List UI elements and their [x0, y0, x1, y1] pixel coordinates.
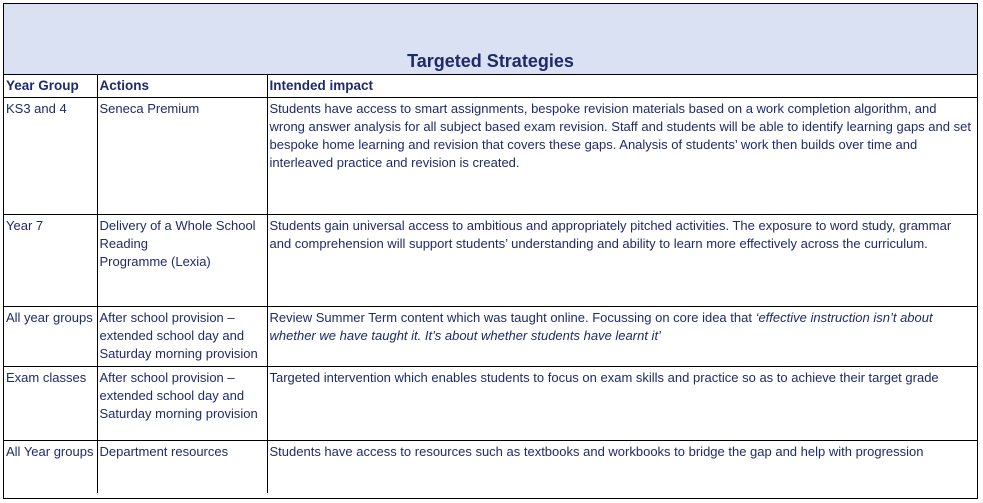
impact-quote: ‘effective instruction isn’t about whether we have taught it. It’s about whether students have learnt it’: [269, 310, 933, 343]
header-intended-impact: Intended impact: [267, 75, 977, 98]
impact-cell: Students have access to smart assignments, bespoke revision materials based on a work completion algorithm, and wrong answer analysis for all subject based exam revision. Staff and students will be able to identify learning gaps and set bespoke home learning and revision that covers these gaps. Analysis of students’ work then builds over time and interleaved practice and revision is created.: [267, 98, 977, 215]
impact-cell: Students have access to resources such as textbooks and workbooks to bridge the gap and help with progression: [267, 441, 977, 494]
year-group-cell: All year groups: [4, 307, 97, 367]
impact-cell: Targeted intervention which enables students to focus on exam skills and practice so as to achieve their target grade: [267, 367, 977, 441]
impact-cell: [267, 307, 977, 367]
action-cell: After school provision – extended school day and Saturday morning provision: [97, 307, 267, 367]
strategies-table: [4, 75, 977, 493]
table-row: [4, 98, 977, 215]
header-year-group: Year Group: [4, 75, 97, 98]
header-actions: Actions: [97, 75, 267, 98]
page-title: Targeted Strategies: [407, 51, 574, 71]
action-cell: Delivery of a Whole School Reading Programme (Lexia): [97, 215, 267, 307]
table-row: [4, 307, 977, 367]
year-group-cell: KS3 and 4: [4, 98, 97, 215]
table-row: [4, 367, 977, 441]
strategies-sheet: [3, 3, 978, 499]
table-row: [4, 215, 977, 307]
header-row: [4, 75, 977, 98]
action-cell: Seneca Premium: [97, 98, 267, 215]
impact-cell: Students gain universal access to ambitious and appropriately pitched activities. The exposure to word study, grammar and comprehension will support students’ understanding and ability to learn more effectively across the curriculum.: [267, 215, 977, 307]
year-group-cell: Exam classes: [4, 367, 97, 441]
table-row: [4, 441, 977, 494]
year-group-cell: Year 7: [4, 215, 97, 307]
action-cell: Department resources: [97, 441, 267, 494]
action-cell: After school provision – extended school day and Saturday morning provision: [97, 367, 267, 441]
title-band: [4, 4, 977, 75]
impact-text: Review Summer Term content which was taught online. Focussing on core idea that: [269, 310, 756, 325]
year-group-cell: All Year groups: [4, 441, 97, 494]
